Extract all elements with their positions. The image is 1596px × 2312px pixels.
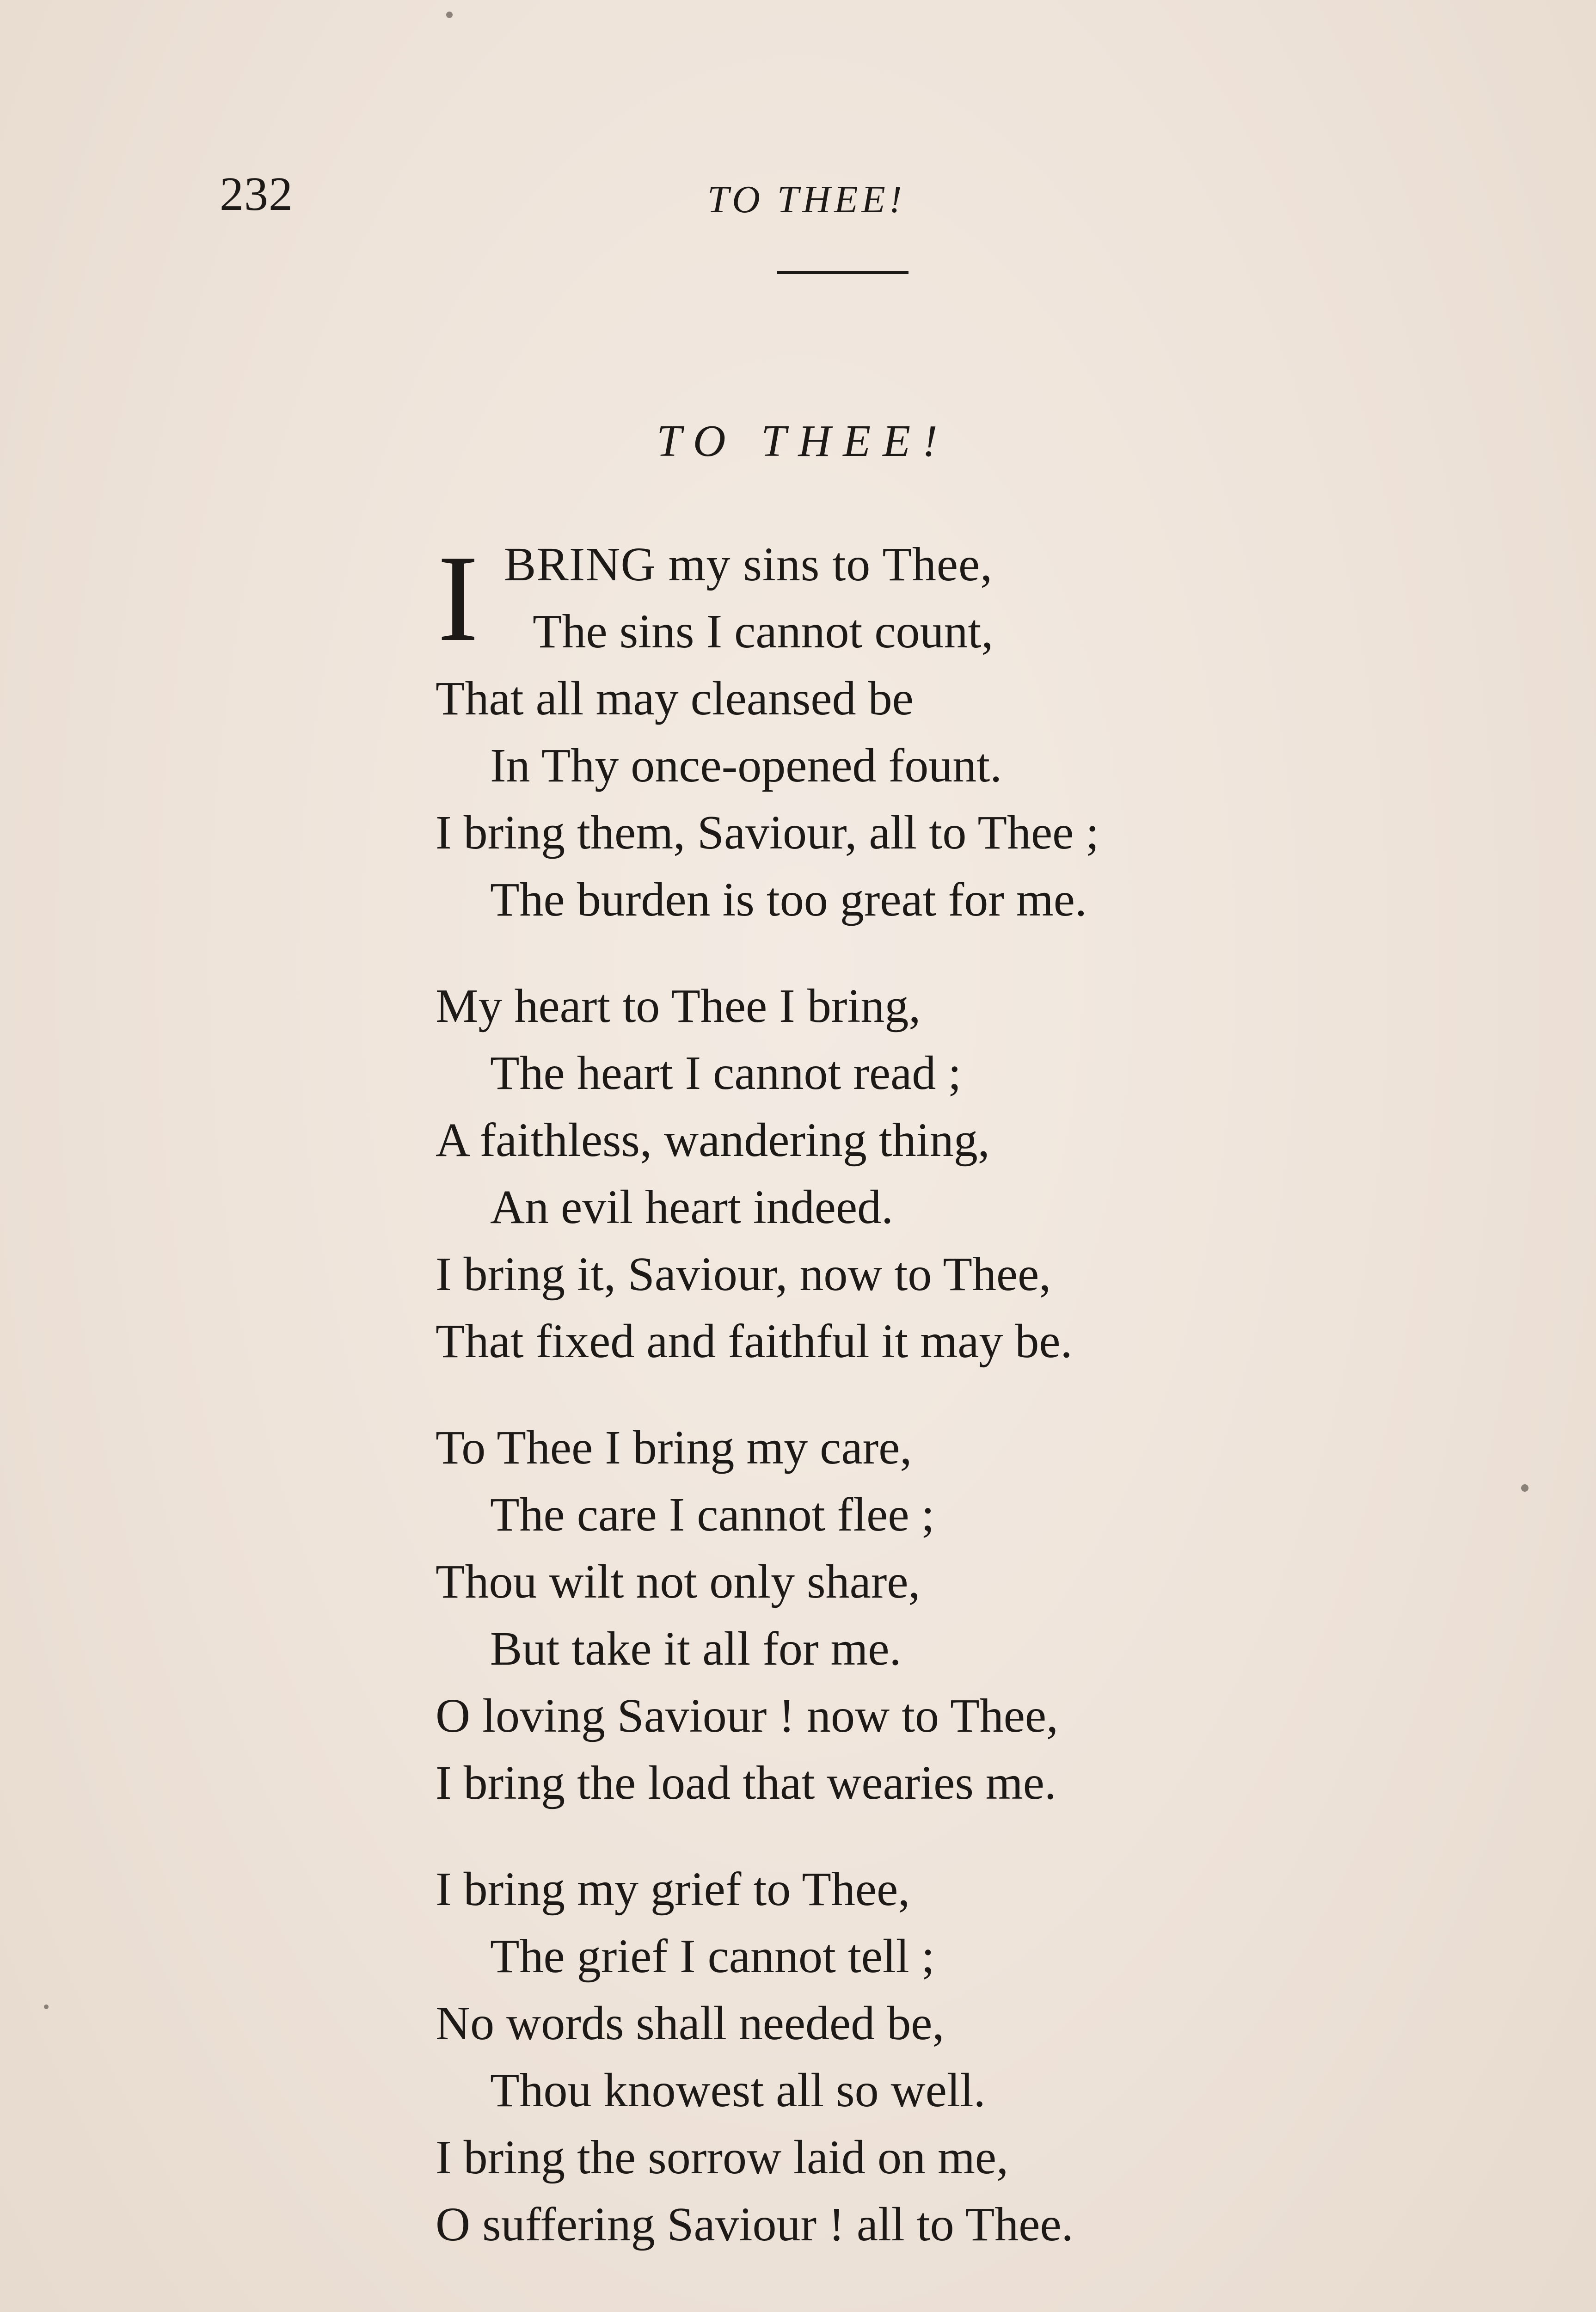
poem-line: In Thy once-opened fount. bbox=[490, 739, 1002, 792]
drop-cap: I bbox=[437, 529, 479, 667]
poem-line: The sins I cannot count, bbox=[533, 605, 994, 658]
poem-line: Thou knowest all so well. bbox=[490, 2064, 986, 2117]
stanza bbox=[436, 1414, 1360, 1816]
poem-line: I bring it, Saviour, now to Thee, bbox=[436, 1248, 1051, 1301]
poem-line: The grief I cannot tell ; bbox=[490, 1930, 935, 1983]
poem-line: Thou wilt not only share, bbox=[436, 1555, 921, 1608]
poem-line: I bring them, Saviour, all to Thee ; bbox=[436, 806, 1099, 859]
poem-line-text: BRING my sins to Thee, bbox=[504, 538, 993, 591]
poem-line: I bring the sorrow laid on me, bbox=[436, 2131, 1009, 2184]
running-head: TO THEE! bbox=[707, 178, 906, 221]
poem-body bbox=[436, 531, 1360, 2297]
paper-speck bbox=[446, 12, 453, 18]
poem-title: TO THEE! bbox=[657, 416, 950, 466]
header-rule bbox=[777, 271, 908, 274]
stanza bbox=[436, 972, 1360, 1375]
poem-line: That fixed and faithful it may be. bbox=[436, 1315, 1073, 1368]
poem-line: That all may cleansed be bbox=[436, 672, 914, 725]
poem-line: O loving Saviour ! now to Thee, bbox=[436, 1689, 1059, 1742]
poem-line: No words shall needed be, bbox=[436, 1997, 945, 2050]
poem-line: O suffering Saviour ! all to Thee. bbox=[436, 2198, 1074, 2251]
poem-line: I bring my grief to Thee, bbox=[436, 1863, 910, 1916]
poem-line: An evil heart indeed. bbox=[490, 1181, 894, 1234]
paper-speck bbox=[44, 2005, 49, 2009]
poem-line: A faithless, wandering thing, bbox=[436, 1113, 990, 1167]
poem-line: I bring the load that wearies me. bbox=[436, 1756, 1056, 1809]
poem-line: But take it all for me. bbox=[490, 1622, 902, 1675]
paper-speck bbox=[1521, 1484, 1528, 1492]
stanza bbox=[436, 531, 1360, 933]
poem-line: To Thee I bring my care, bbox=[436, 1421, 912, 1474]
poem-line: My heart to Thee I bring, bbox=[436, 979, 921, 1033]
poem-line: The heart I cannot read ; bbox=[490, 1046, 962, 1100]
page-number: 232 bbox=[220, 167, 293, 221]
poem-line: The burden is too great for me. bbox=[490, 873, 1087, 926]
stanza bbox=[436, 1856, 1360, 2258]
poem-line: The care I cannot flee ; bbox=[490, 1488, 935, 1541]
